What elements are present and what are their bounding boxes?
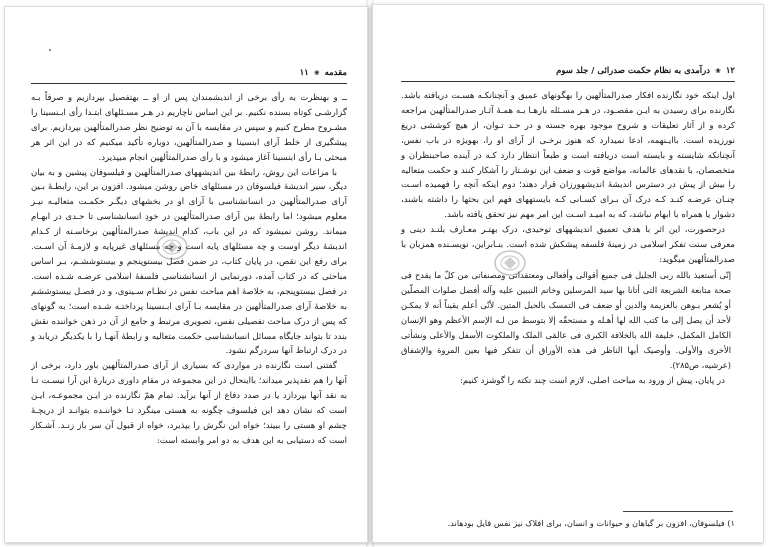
right-page [372, 4, 764, 543]
right-body-text [401, 89, 735, 388]
left-header-title: مقدمه [324, 68, 347, 78]
left-body-text [31, 91, 347, 449]
left-paragraph-2: با مراعات این روش، رابطهٔ بین اندیشههای صدرالمتألهین و فیلسوفان پیشین و به بیان دیگر، سیر اندیشهٔ فیلسوفان در مسئلهای خاص روشن میشود. افزون بر این، رابطـهٔ بـین آرای صدرالمتألهین در انسانشناسی با آرای او در بخشهای دیگـر حکمـت متعالیـه نیـز معلوم میشود؛ اما رابطهٔ بین آرای صدرالمتألهین در خودِ انسانشناسی تا حـدی در ابهـام میماند. روشن نمیشود که در این باب، کدام اندیشهٔ صدرالمتألهین برخاسـته از کـدام اندیشهٔ دیگر اوست و چه مسئلهای پایه است و چه مسئلهای غیرپایه و لازمـهٔ آن اسـت. برای رفع این نقص، در پایان کتاب، در ضمن فصل بیستوپنجم و بیستوششـم، بـر اساس مباحثی که در کتاب آمده، دورنمایی از انسانشناسی فلسفهٔ اسلامی عرضـه شـده است. در فصل بیستوپنجم، به خلاصهٔ اهم مباحث نفس در نظـام سـینوی، و در فصـل بیستوششم به خلاصهٔ آرای صدرالمتألهین در مقایسه بـا آرای ابـنسینا پرداختـه شـده است؛ به گونهای که پس از درک مباحث تفصیلی نفس، تصویری مرتبط و جامع از آن در ذهن خواننده نقش بندد تا بتواند جایگاه مسائل انسانشناسی حکمت متعالیه و رابطهٔ آنهـا را با یکدیگر دریابد و در درک ارتباط آنها سردرگم نشود. [31, 167, 347, 357]
left-header-rule [31, 83, 347, 84]
library-stamp-watermark [155, 233, 189, 261]
right-header-title: درآمدی به نظام حکمت صدرائی / جلد سوم [556, 66, 711, 76]
left-page-header [31, 68, 347, 82]
library-stamp-watermark [493, 249, 527, 277]
right-page-header [401, 66, 735, 80]
right-paragraph-1: اول اینکه خود نگارنده افکار صدرالمتألهین را بهگونهای عمیق و آنچنانکـه هسـت دریافته باشد. نگارنده برای رسیدن به ایـن مقصـود، در هـر مسـئله بارهـا بـه همـهٔ آثـار صدرالمتألهین مراجعه کرده و از آثار تعلیقات و شروح موجود بهره جسته و در حـد تـوان، از هیچ کوششی دریغ نورزیده است. باایـنهمه، ادعا نمیدارد که هنوز برخـی از آرای او را، بهویژه در باب نفس، آنچنانکه شایسته و بایسته است دریافته است و طبعاً انتظار دارد کـه در آینده صاحبنظران و متخصصان، با نقدهای عالمانه، مواضع قوت و ضعف این نوشـتار را آشکار کنند و حکمت متعالیه را بیش از پیش در دسترس اندیشهٔ اندیشهورزان قرار دهند؛ دوم اینکه آنچه را فهمیده اسـت چنـان عرضـه کنـد کـه درک آن بـرای کسـانی کـه بایستههای فهم این بحثها را داشته باشند، دشوار یا همراه با ابهام نباشد، که به امیـد اسـت این امر مهم نیز تحقق یافته باشد. [401, 91, 735, 221]
left-header-ornament: ❀ [313, 69, 320, 77]
right-paragraph-2: درحصورت، این اثر با هدف تعمیق اندیشههای توحیدی، درک بهتـر معـارف بلنـد دینی و معرفی سنت تفکر اسلامی در زمینهٔ فلسفه پیشکش شده است. بنـابراین، نویسـنده همزبان با صدرالمتألهین میگوید: [401, 225, 735, 265]
right-page-number: ۱۲ [725, 66, 735, 76]
left-paragraph-1: ــ و بهنظرت به رأی برخی از اندیشمندان پس از او ــ بهتفصیل بپردازیم و صرفاً بـه گزارشـی کوتاه بسنده نکنیم. بر این اساس ناچاریم در هـر مسـئلهای ابتـدا رأی ابـنسینا را مشـروح مطرح کنیم و سپس در مقایسه با آن به توضیح نظر صدرالمتألهین بپردازیم. برای پیشگیری از خلط آرای ابنسینا و صدرالمتألهین، دوباره تأکید میکنیم که در این اثر هر مبحثی بـا رأی ابنسینا آغاز میشود و با رأی صدرالمتألهین انجام میپذیرد. [31, 93, 347, 163]
page-speck [49, 49, 51, 51]
footnote-rule [623, 511, 733, 512]
left-paragraph-3: گفتنی است نگارنده در مواردی که بسیاری از آرای صدرالمتألهین باور دارد، برخی از آنها را هم نقدپذیر میداند؛ بااینحال در این مجموعه در مقام داوری دربارهٔ این آرا نیسـت تـا به نقد آنها بپردازد یا در صدد دفاع از آنها برآید. تمام همّ نگارنده در ایـن مجموعـه، ایـن است که نشان دهد این فیلسوف چگونه به هستی مینگرد تـا خواننـده بتوانـد از دریچـهٔ چشم او هستی را ببیند؛ خواه این نگرش را بپذیرد، خواه از قبول آن سر باز زنـد. آشـکار است که دستیابی به این هدف به دو امر وابسته است: [31, 361, 347, 446]
right-header-rule [401, 81, 735, 82]
footnote [401, 517, 735, 530]
footnote-text: ۱) فیلسوفان، افزون بر گیاهان و حیوانات و انسان، برای افلاک نیز نفس قایل بودهاند. [447, 518, 735, 528]
left-page-number: ۱۱ [299, 68, 309, 78]
left-page [4, 6, 368, 543]
arabic-quotation: إنّی أستعیذ بالله ربی الجلیل فی جمیع أقوالی وأفعالی ومعتقداتی ومصنفاتی من کلّ ما یقدح فی صحة متابعة الشریعة التی أتانا بها سید المرسلین وخاتم النبیین علیه وآله أفضل صلوات المصلّین أو یُشعر بـوهن بالعزیمة والدین أو ضعف فی التمسک بالحبل المتین. لأنّی أعلم یقیناً أنه لا یمکـن لأحد أن یصل إلى ما کتب الله لها أهـله و مستحقّه إلا بتوسط من لـه الإسم الأعظم وهو الإنسان الکامل المکمل، خلیفة الله بالخلافة الکبرى فی عالمَی الملک والملکوت الأسفل والأعلى ونشأتی الأخرى والأولى. وأوصیک أیها الناظر فی هذه الأوراق أن تتفکر فیها بعین المروة والإشفاق (عرشیه، ص۲۸۵). [401, 269, 731, 371]
closing-sentence: در پایان، پیش از ورود به مباحث اصلی، لازم است چند نکته را گوشزد کنیم: [460, 375, 725, 386]
right-header-ornament: ❀ [715, 67, 721, 75]
